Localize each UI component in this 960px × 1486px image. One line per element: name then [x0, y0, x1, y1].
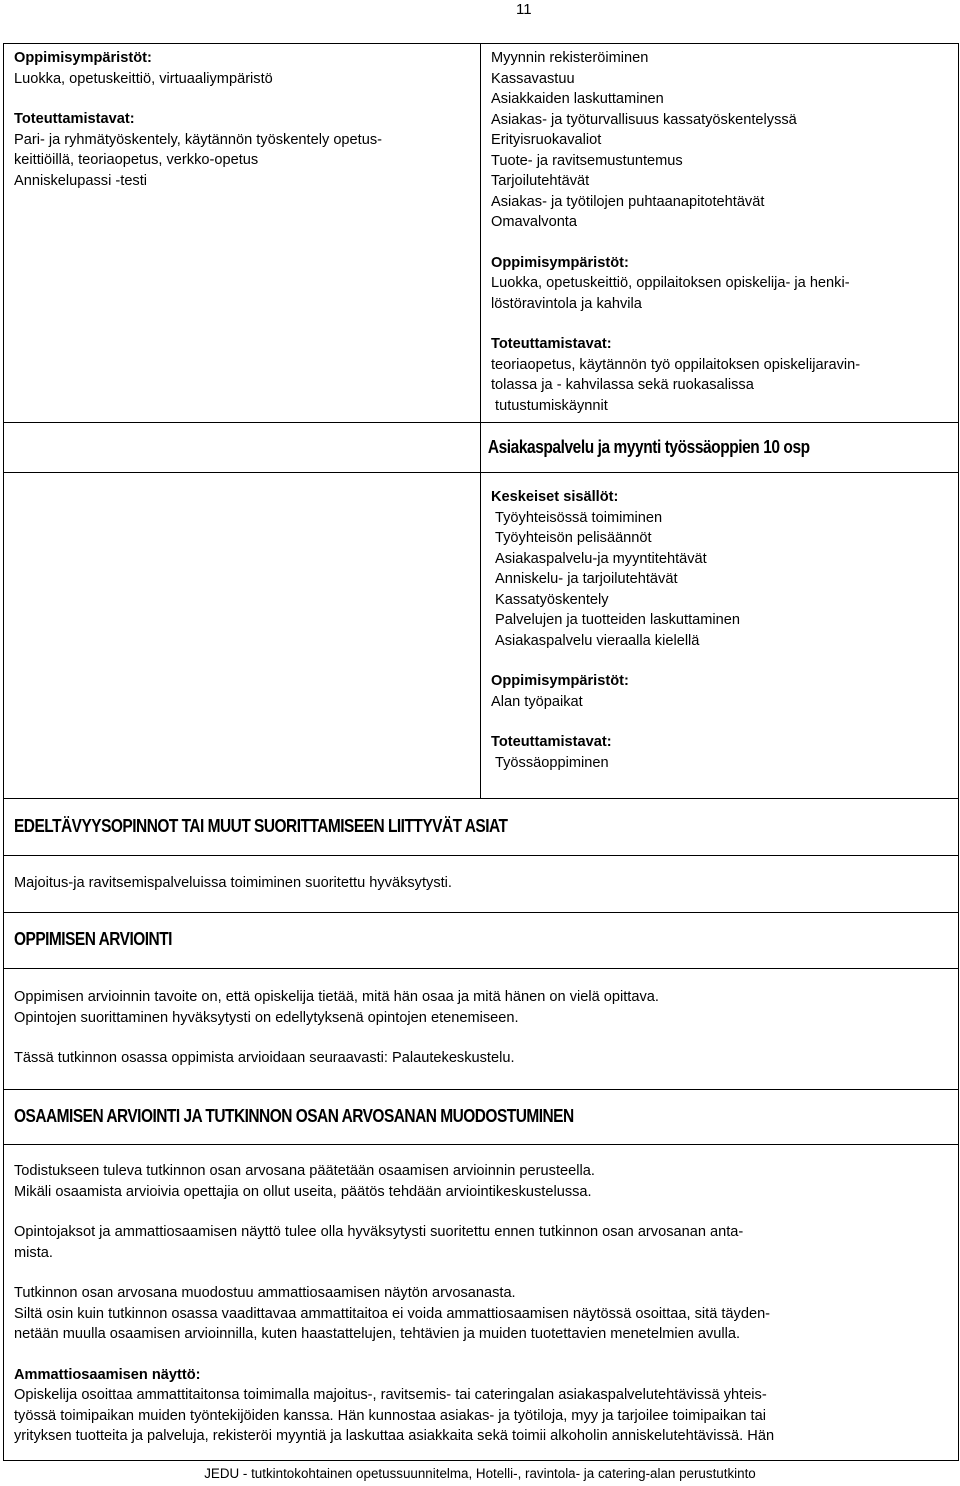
content-item: Asiakaspalvelu-ja myyntitehtävät — [495, 550, 707, 567]
prerequisites-text-cell — [4, 856, 959, 913]
content-item: Työyhteisön pelisäännöt — [495, 530, 652, 546]
left-methods-line: keittiöillä, teoriaopetus, verkko-opetus — [14, 152, 259, 168]
content-item: Palvelujen ja tuotteiden laskuttaminen — [495, 612, 741, 628]
prev-module-row — [4, 44, 959, 423]
competence-p3-line: Siltä osin kuin tutkinnon osassa vaadittavaa ammattitaitoa ei voida ammattiosaamisen näytössä osoittaa, sitä täyden- — [14, 1305, 771, 1322]
topic-item: Myynnin rekisteröiminen — [491, 50, 649, 66]
right-environments-line: Luokka, opetuskeittiö, oppilaitoksen opiskelija- ja henki- — [491, 275, 850, 291]
demo-heading: Ammattiosaamisen näyttö: — [14, 1366, 201, 1383]
module-methods-heading: Toteuttamistavat: — [491, 734, 612, 750]
topic-item: Asiakkaiden laskuttaminen — [491, 91, 664, 107]
topic-item: Asiakas- ja työtilojen puhtaanapitotehtävät — [491, 193, 765, 210]
left-methods-heading: Toteuttamistavat: — [14, 111, 135, 127]
competence-heading: OSAAMISEN ARVIOINTI JA TUTKINNON OSAN ARVOSANAN MUODOSTUMINEN — [14, 1105, 574, 1126]
competence-p2-line: Opintojaksot ja ammattiosaamisen näyttö tulee olla hyväksytysti suoritettu ennen tutkinnon osan arvosanan anta- — [14, 1224, 744, 1240]
module-environments-text: Alan työpaikat — [491, 693, 583, 710]
topic-item: Tarjoilutehtävät — [491, 173, 590, 189]
left-methods-line: Anniskelupassi -testi — [14, 172, 148, 189]
left-methods-line: Pari- ja ryhmätyöskentely, käytännön työskentely opetus- — [14, 131, 382, 148]
competence-p1-line: Mikäli osaamista arvioivia opettajia on ollut useita, päätös tehdään arviointikeskustelussa. — [14, 1183, 592, 1200]
prerequisites-heading-cell — [4, 799, 959, 856]
demo-line: Opiskelija osoittaa ammattitaitonsa toimimalla majoitus-, ravitsemis- tai cateringalan asiakaspalvelutehtävissä yhteis- — [14, 1387, 767, 1403]
page-footer: JEDU - tutkintokohtainen opetussuunnitelma, Hotelli-, ravintola- ja catering-alan perustutkinto — [204, 1466, 756, 1481]
learning-assessment-method: Tässä tutkinnon osassa oppimista arvioidaan seuraavasti: Palautekeskustelu. — [14, 1050, 515, 1067]
content-item: Asiakaspalvelu vieraalla kielellä — [495, 632, 700, 649]
content-item: Kassatyöskentely — [495, 591, 609, 608]
right-cell — [481, 44, 959, 423]
left-environments-heading: Oppimisympäristöt: — [14, 50, 152, 66]
topic-item: Asiakas- ja työturvallisuus kassatyöskentelyssä — [491, 111, 797, 128]
curriculum-table — [3, 43, 959, 1461]
competence-body-row — [4, 1145, 959, 1461]
competence-p2-line: mista. — [14, 1244, 53, 1261]
learning-assessment-text-cell — [4, 969, 959, 1090]
right-environments-heading: Oppimisympäristöt: — [491, 254, 629, 271]
right-methods-line: tutustumiskäynnit — [491, 397, 608, 414]
right-methods-line: teoriaopetus, käytännön työ oppilaitoksen opiskelijaravin- — [491, 356, 861, 373]
learning-assessment-heading-row — [4, 913, 959, 969]
competence-heading-cell — [4, 1090, 959, 1145]
module-content-cell — [481, 473, 959, 799]
learning-assessment-line: Opintojen suorittaminen hyväksytysti on edellytyksenä opintojen etenemiseen. — [14, 1009, 519, 1026]
learning-assessment-heading: OPPIMISEN ARVIOINTI — [14, 929, 172, 950]
module-title: Asiakaspalvelu ja myynti työssäoppien 10 osp — [487, 437, 810, 458]
module-content-row — [4, 473, 959, 799]
learning-assessment-text-row — [4, 969, 959, 1090]
empty-cell — [4, 473, 481, 799]
prerequisites-heading-row — [4, 799, 959, 856]
contents-heading: Keskeiset sisällöt: — [491, 489, 619, 505]
content-item: Työyhteisössä toimiminen — [495, 509, 663, 526]
competence-body-cell — [4, 1145, 959, 1461]
empty-cell — [4, 423, 481, 473]
topic-item: Tuote- ja ravitsemustuntemus — [491, 152, 683, 169]
competence-p3-line: Tutkinnon osan arvosana muodostuu ammattiosaamisen näytön arvosanasta. — [14, 1285, 516, 1301]
right-methods-heading: Toteuttamistavat: — [491, 336, 612, 352]
module-title-row — [4, 423, 959, 473]
left-environments-text: Luokka, opetuskeittiö, virtuaaliympäristö — [14, 70, 273, 87]
page-number: 11 — [516, 1, 532, 18]
module-title-cell — [481, 423, 959, 473]
right-methods-line: tolassa ja - kahvilassa sekä ruokasalissa — [491, 377, 754, 393]
learning-assessment-heading-cell — [4, 913, 959, 969]
competence-heading-row — [4, 1090, 959, 1145]
demo-line: työssä toimipaikan muiden työntekijöiden kanssa. Hän kunnostaa asiakas- ja työtiloja, myy ja tarjoilee toimipaikan tai — [14, 1407, 766, 1424]
prerequisites-heading: EDELTÄVYYSOPINNOT TAI MUUT SUORITTAMISEEN LIITTYVÄT ASIAT — [14, 815, 508, 836]
demo-line: yrityksen tuotteita ja palveluja, rekisteröi myyntiä ja laskuttaa asiakkaita sekä toimii alkoholin anniskelutehtävissä. Hän — [14, 1428, 775, 1444]
content-item: Anniskelu- ja tarjoilutehtävät — [495, 571, 678, 587]
prerequisites-text-row — [4, 856, 959, 913]
competence-p1-line: Todistukseen tuleva tutkinnon osan arvosana päätetään osaamisen arvioinnin perusteella. — [14, 1163, 595, 1179]
prerequisites-text: Majoitus-ja ravitsemispalveluissa toimiminen suoritettu hyväksytysti. — [14, 874, 452, 891]
topic-item: Erityisruokavaliot — [491, 132, 602, 148]
learning-assessment-line: Oppimisen arvioinnin tavoite on, että opiskelija tietää, mitä hän osaa ja mitä hänen on vielä opittava. — [14, 989, 659, 1006]
topic-item: Omavalvonta — [491, 214, 577, 230]
right-environments-line: löstöravintola ja kahvila — [491, 295, 642, 312]
competence-p3-line: netään muulla osaamisen arvioinnilla, kuten haastattelujen, tehtävien ja muiden tuotettavien menetelmien avulla. — [14, 1326, 741, 1342]
topic-item: Kassavastuu — [491, 70, 575, 87]
module-environments-heading: Oppimisympäristöt: — [491, 673, 629, 689]
left-cell — [4, 44, 481, 423]
module-methods-text: Työssäoppiminen — [495, 754, 609, 771]
